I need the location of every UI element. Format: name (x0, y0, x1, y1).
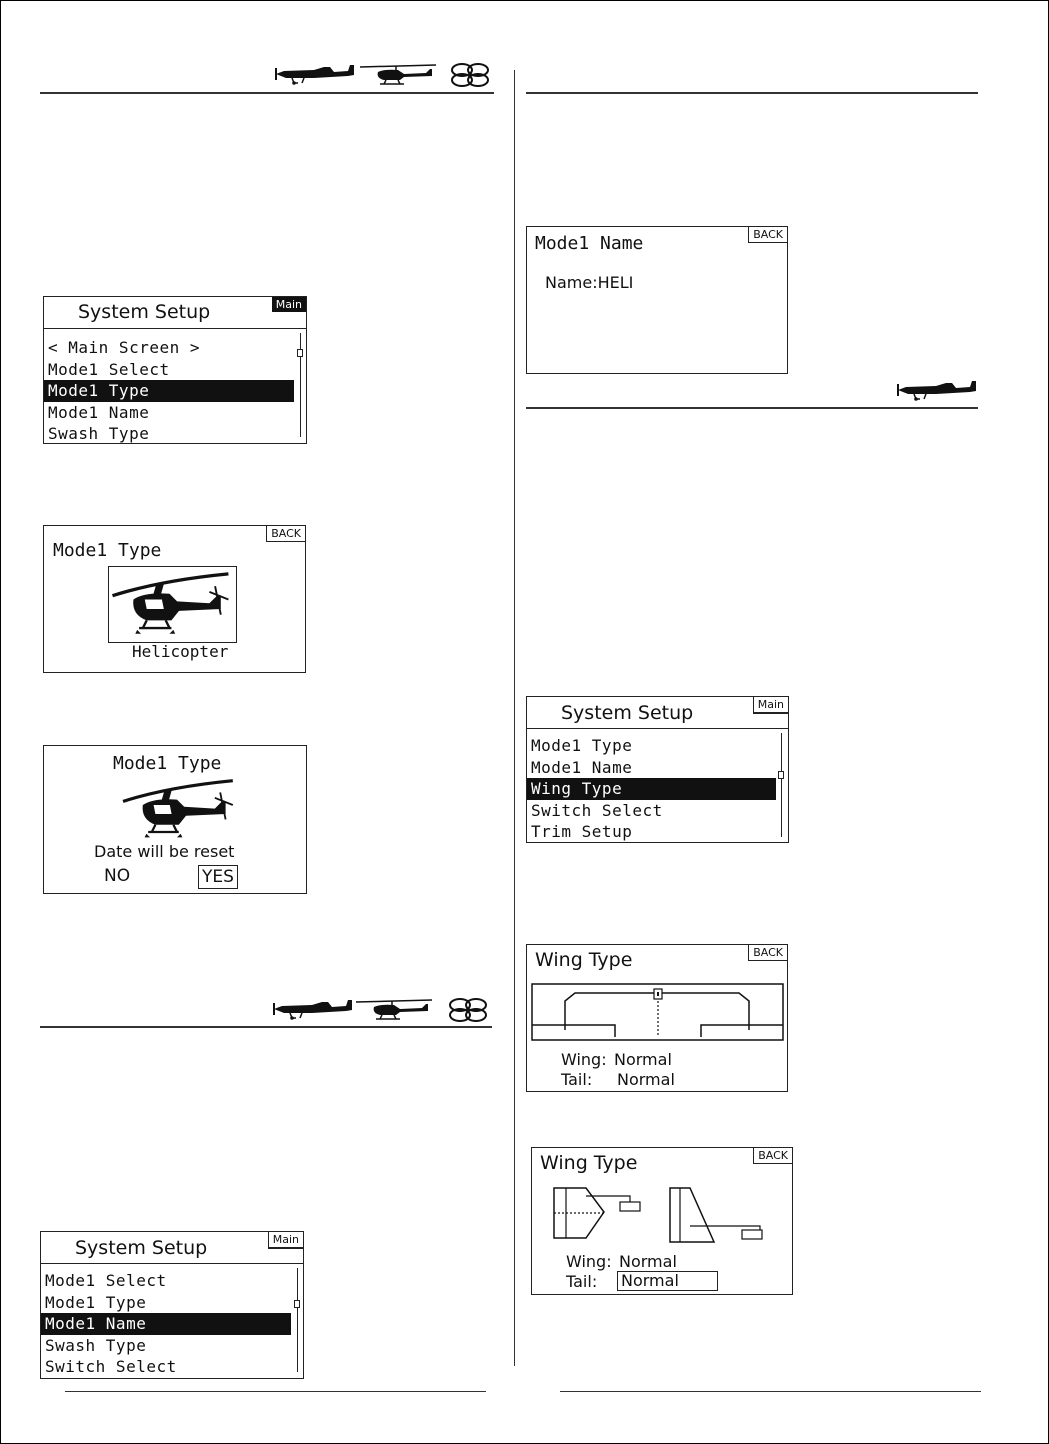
menu-item-mode1-type[interactable]: Mode1 Type (45, 1292, 147, 1312)
menu-item-swash-type[interactable]: Swash Type (48, 424, 150, 443)
tail-label: Tail: (561, 1070, 593, 1089)
tail-value-selected[interactable]: Normal (617, 1271, 718, 1291)
column-divider (514, 70, 515, 1366)
menu-item-swash-type[interactable]: Swash Type (45, 1335, 147, 1355)
screen-title: Mode1 Name (535, 233, 644, 254)
scrollbar-thumb[interactable] (297, 349, 303, 357)
lcd-mode1-type-2 (43, 745, 307, 894)
menu-item-mode1-name[interactable]: Mode1 Name (48, 402, 150, 422)
screen-title: Wing Type (540, 1152, 638, 1174)
main-tag[interactable]: Main (272, 297, 306, 312)
menu-list (44, 337, 294, 445)
menu-item-mode1-name[interactable]: Mode1 Name (41, 1313, 291, 1335)
wing-value[interactable]: Normal (619, 1252, 677, 1271)
screen-title: Wing Type (535, 949, 633, 971)
multirotor-icon (450, 999, 486, 1021)
multirotor-icon (452, 64, 488, 86)
lcd-system-setup-1 (43, 296, 307, 444)
model-type-caption: Helicopter (132, 642, 229, 661)
tail-label: Tail: (566, 1272, 598, 1291)
menu-item-mode1-select[interactable]: Mode1 Select (45, 1271, 167, 1290)
back-button[interactable]: BACK (753, 1148, 792, 1164)
title-separator (41, 1263, 303, 1264)
aircraft-type-icons-3 (894, 378, 978, 404)
menu-item-mode1-type[interactable]: Mode1 Type (44, 380, 294, 402)
menu-item-trim-setup[interactable]: Trim Setup (531, 822, 633, 841)
menu-item-mode1-select[interactable]: Mode1 Select (48, 359, 170, 379)
scrollbar[interactable] (781, 733, 782, 837)
menu-item-switch-select[interactable]: Switch Select (531, 800, 663, 820)
screen-title: System Setup (561, 702, 694, 724)
screen-title: System Setup (75, 1237, 208, 1259)
menu-item-mode1-type[interactable]: Mode1 Type (531, 736, 633, 755)
lcd-mode1-name (526, 226, 788, 374)
yes-button[interactable]: YES (198, 865, 238, 889)
wing-label: Wing: (561, 1050, 607, 1069)
back-button[interactable]: BACK (748, 945, 787, 961)
wing-diagram (531, 983, 785, 1041)
lcd-system-setup-3 (526, 696, 789, 843)
main-tag[interactable]: Main (268, 1232, 303, 1249)
section-divider (40, 1026, 492, 1028)
tail-value[interactable]: Normal (617, 1070, 675, 1089)
lcd-wing-type-2 (531, 1147, 793, 1295)
title-separator (527, 728, 788, 729)
aircraft-type-icons-1 (272, 62, 498, 88)
airplane-icon (897, 381, 976, 401)
menu-list (41, 1270, 291, 1378)
wing-value[interactable]: Normal (614, 1050, 672, 1069)
screen-title: System Setup (78, 301, 211, 323)
menu-item-wing-type[interactable]: Wing Type (527, 778, 776, 800)
helicopter-icon (356, 1000, 432, 1019)
section-divider (526, 92, 978, 94)
wing-tail-diagram (550, 1186, 790, 1246)
lcd-wing-type-1 (526, 944, 788, 1092)
helicopter-icon (114, 778, 254, 844)
no-button[interactable]: NO (104, 866, 131, 886)
footer-rule-right (560, 1391, 981, 1392)
scrollbar-thumb[interactable] (294, 1300, 300, 1308)
helicopter-icon (109, 567, 236, 642)
airplane-icon (273, 1000, 352, 1020)
aircraft-type-icons-2 (270, 997, 496, 1023)
airplane-icon (275, 65, 354, 85)
model-name-field[interactable]: Name:HELI (545, 273, 634, 292)
menu-item-mode1-name[interactable]: Mode1 Name (531, 757, 633, 777)
footer-rule-left (65, 1391, 486, 1392)
section-divider (526, 407, 978, 409)
scrollbar[interactable] (297, 1268, 298, 1372)
back-button[interactable]: BACK (748, 227, 787, 243)
wing-label: Wing: (566, 1252, 612, 1271)
title-separator (44, 328, 306, 329)
section-divider (40, 92, 494, 94)
back-button[interactable]: BACK (266, 526, 305, 542)
screen-title: Mode1 Type (53, 540, 162, 561)
scrollbar-thumb[interactable] (778, 771, 784, 779)
model-type-image-frame[interactable] (108, 566, 237, 643)
screen-title: Mode1 Type (113, 753, 222, 774)
lcd-mode1-type-1 (43, 525, 306, 673)
lcd-system-setup-2 (40, 1231, 304, 1379)
menu-list (527, 735, 776, 843)
menu-item-switch-select[interactable]: Switch Select (45, 1357, 177, 1376)
reset-warning: Date will be reset (94, 842, 235, 861)
menu-item-main-screen[interactable]: < Main Screen > (48, 338, 200, 357)
main-tag[interactable]: Main (753, 697, 788, 714)
helicopter-icon (360, 65, 436, 84)
